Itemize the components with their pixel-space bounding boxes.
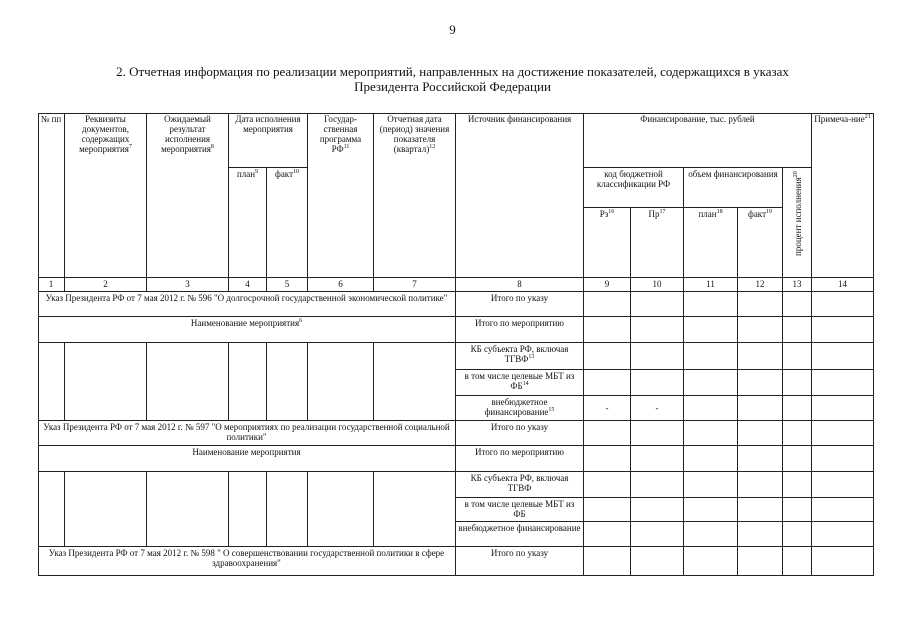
data-cell[interactable] <box>631 343 684 370</box>
data-cell[interactable] <box>684 522 738 547</box>
header-fact-date: факт$^{10}$ <box>267 168 308 278</box>
data-cell[interactable] <box>738 522 783 547</box>
data-cell[interactable] <box>38 472 65 547</box>
off-budget-label: внебюджетное финансирование$^{15}$ <box>456 396 584 421</box>
column-number: 4 <box>229 278 267 292</box>
decree-597-title: Указ Президента РФ от 7 мая 2012 г. № 597 "О мероприятиях по реализации государственной социальной политики" <box>38 421 456 446</box>
total-event-label: Итого по мероприятию <box>456 446 584 472</box>
data-cell[interactable] <box>783 396 812 421</box>
data-cell[interactable] <box>738 421 783 446</box>
data-cell[interactable] <box>584 317 631 343</box>
header-funding-source: Источник финансирования <box>456 113 584 278</box>
column-number: 1 <box>38 278 65 292</box>
data-cell[interactable] <box>812 317 874 343</box>
header-execution-percent: процент исполнения$^{20}$ <box>783 168 812 278</box>
data-cell[interactable] <box>684 446 738 472</box>
data-cell[interactable] <box>783 421 812 446</box>
data-cell[interactable] <box>308 472 374 547</box>
data-cell[interactable] <box>783 446 812 472</box>
column-number: 13 <box>783 278 812 292</box>
data-cell[interactable] <box>267 472 308 547</box>
total-decree-label: Итого по указу <box>456 292 584 317</box>
column-number: 14 <box>812 278 874 292</box>
data-cell[interactable] <box>584 446 631 472</box>
pr-dash: - <box>631 396 684 421</box>
data-cell[interactable] <box>738 547 783 576</box>
data-cell[interactable] <box>812 421 874 446</box>
event-name-row: Наименование мероприятия <box>38 446 456 472</box>
federal-transfers-label: в том числе целевые МБТ из ФБ$^{14}$ <box>456 370 584 396</box>
data-cell[interactable] <box>783 343 812 370</box>
rz-dash: - <box>584 396 631 421</box>
data-cell[interactable] <box>584 370 631 396</box>
data-cell[interactable] <box>147 343 229 421</box>
data-cell[interactable] <box>684 472 738 498</box>
column-number: 5 <box>267 278 308 292</box>
data-cell[interactable] <box>783 547 812 576</box>
federal-transfers-label: в том числе целевые МБТ из ФБ <box>456 498 584 522</box>
header-plan-amount: план$^{18}$ <box>684 208 738 278</box>
data-cell[interactable] <box>738 343 783 370</box>
data-cell[interactable] <box>584 472 631 498</box>
subject-budget-label: КБ субъекта РФ, включая ТГВФ$^{13}$ <box>456 343 584 370</box>
header-execution-date: Дата исполнения мероприятия <box>229 113 308 168</box>
data-cell[interactable] <box>584 547 631 576</box>
header-pr: $Пр^{17}$ <box>631 208 684 278</box>
decree-596-title: Указ Президента РФ от 7 мая 2012 г. № 596 "О долгосрочной государственной экономической политике" <box>38 292 456 317</box>
data-cell[interactable] <box>783 317 812 343</box>
header-fact-amount: факт$^{19}$ <box>738 208 783 278</box>
header-number: № пп <box>38 113 65 278</box>
column-number: 2 <box>65 278 147 292</box>
data-cell[interactable] <box>631 547 684 576</box>
decree-598-title: Указ Президента РФ от 7 мая 2012 г. № 598 " О совершенствовании государственной политики в сфере здравоохранения" <box>38 547 456 576</box>
data-cell[interactable] <box>584 292 631 317</box>
header-budget-code: код бюджетной классификации РФ <box>584 168 684 208</box>
data-cell[interactable] <box>267 343 308 421</box>
data-cell[interactable] <box>684 370 738 396</box>
column-number: 9 <box>584 278 631 292</box>
column-number: 7 <box>374 278 456 292</box>
header-documents: Реквизиты документов, содержащих мероприятия$^7$ <box>65 113 147 278</box>
data-cell[interactable] <box>812 396 874 421</box>
header-financing-volume: объем финансирования <box>684 168 783 208</box>
data-cell[interactable] <box>584 343 631 370</box>
data-cell[interactable] <box>812 370 874 396</box>
off-budget-label: внебюджетное финансирование <box>456 522 584 547</box>
header-state-program: Государ-ственная программа РФ$^{11}$ <box>308 113 374 278</box>
title-line-1: 2. Отчетная информация по реализации мероприятий, направленных на достижение показателей, содержащихся в указах <box>116 64 789 79</box>
data-cell[interactable] <box>38 343 65 421</box>
data-cell[interactable] <box>308 343 374 421</box>
data-cell[interactable] <box>374 472 456 547</box>
data-cell[interactable] <box>374 343 456 421</box>
title-line-2: Президента Российской Федерации <box>354 79 551 94</box>
data-cell[interactable] <box>738 446 783 472</box>
data-cell[interactable] <box>229 472 267 547</box>
data-cell[interactable] <box>65 472 147 547</box>
data-cell[interactable] <box>584 421 631 446</box>
page-number: 9 <box>449 22 456 37</box>
column-number: 11 <box>684 278 738 292</box>
data-cell[interactable] <box>738 370 783 396</box>
header-note: Примеча-ние$^{21}$ <box>812 113 874 278</box>
data-cell[interactable] <box>812 522 874 547</box>
data-cell[interactable] <box>584 498 631 522</box>
data-cell[interactable] <box>147 472 229 547</box>
data-cell[interactable] <box>783 472 812 498</box>
data-cell[interactable] <box>738 292 783 317</box>
data-cell[interactable] <box>631 498 684 522</box>
data-cell[interactable] <box>631 421 684 446</box>
data-cell[interactable] <box>631 522 684 547</box>
header-plan-date: план$^9$ <box>229 168 267 278</box>
column-number: 6 <box>308 278 374 292</box>
data-cell[interactable] <box>684 547 738 576</box>
data-cell[interactable] <box>738 498 783 522</box>
data-cell[interactable] <box>812 472 874 498</box>
header-rz: $Рз^{16}$ <box>584 208 631 278</box>
data-cell[interactable] <box>783 370 812 396</box>
data-cell[interactable] <box>783 522 812 547</box>
data-cell[interactable] <box>812 547 874 576</box>
column-number: 12 <box>738 278 783 292</box>
total-decree-label: Итого по указу <box>456 421 584 446</box>
data-cell[interactable] <box>65 343 147 421</box>
subject-budget-label: КБ субъекта РФ, включая ТГВФ <box>456 472 584 498</box>
data-cell[interactable] <box>783 292 812 317</box>
data-cell[interactable] <box>684 343 738 370</box>
column-number: 8 <box>456 278 584 292</box>
column-number: 10 <box>631 278 684 292</box>
data-cell[interactable] <box>783 498 812 522</box>
data-cell[interactable] <box>229 343 267 421</box>
data-cell[interactable] <box>684 498 738 522</box>
data-cell[interactable] <box>584 522 631 547</box>
data-cell[interactable] <box>812 292 874 317</box>
event-name-row: Наименование мероприятия$^6$ <box>38 317 456 343</box>
header-financing: Финансирование, тыс. рублей <box>584 113 812 168</box>
total-event-label: Итого по мероприятию <box>456 317 584 343</box>
data-cell[interactable] <box>631 317 684 343</box>
data-cell[interactable] <box>684 421 738 446</box>
total-decree-label: Итого по указу <box>456 547 584 576</box>
data-cell[interactable] <box>684 396 738 421</box>
data-cell[interactable] <box>684 317 738 343</box>
data-cell[interactable] <box>684 292 738 317</box>
data-cell[interactable] <box>738 396 783 421</box>
report-table <box>38 113 874 576</box>
page-title <box>60 64 845 94</box>
data-cell[interactable] <box>738 472 783 498</box>
column-number: 3 <box>147 278 229 292</box>
data-cell[interactable] <box>812 498 874 522</box>
header-report-date: Отчетная дата (период) значения показателя (квартал)$^{12}$ <box>374 113 456 278</box>
data-cell[interactable] <box>812 446 874 472</box>
data-cell[interactable] <box>812 343 874 370</box>
header-expected-result: Ожидаемый результат исполнения мероприятия$^8$ <box>147 113 229 278</box>
data-cell[interactable] <box>631 292 684 317</box>
data-cell[interactable] <box>631 472 684 498</box>
data-cell[interactable] <box>738 317 783 343</box>
data-cell[interactable] <box>631 370 684 396</box>
data-cell[interactable] <box>631 446 684 472</box>
